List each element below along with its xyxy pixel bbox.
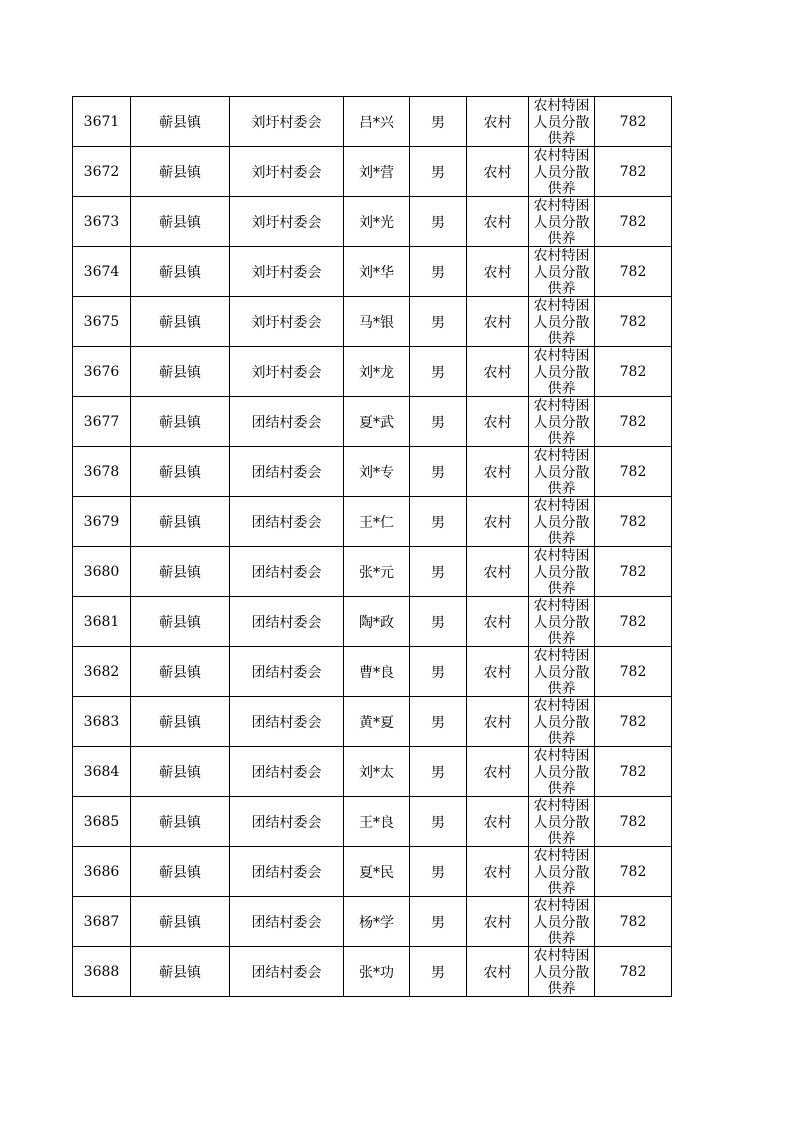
support-category-cell — [529, 797, 595, 847]
amount-cell: 782 — [595, 447, 672, 497]
area-type-cell: 农村 — [467, 197, 529, 247]
village-committee-cell: 刘圩村委会 — [230, 97, 344, 147]
table-row — [73, 597, 672, 647]
beneficiary-table — [72, 96, 672, 997]
amount-cell: 782 — [595, 97, 672, 147]
gender-cell: 男 — [410, 197, 467, 247]
village-committee-cell: 团结村委会 — [230, 697, 344, 747]
serial-number-cell: 3673 — [73, 197, 131, 247]
support-category-text: 农村特困人员分散供养 — [533, 948, 590, 995]
amount-cell: 782 — [595, 947, 672, 997]
gender-cell: 男 — [410, 747, 467, 797]
support-category-cell — [529, 597, 595, 647]
table-row — [73, 197, 672, 247]
gender-cell: 男 — [410, 847, 467, 897]
gender-cell: 男 — [410, 447, 467, 497]
town-cell: 蕲县镇 — [131, 147, 230, 197]
person-name-cell: 刘*华 — [344, 247, 410, 297]
support-category-text: 农村特困人员分散供养 — [533, 348, 590, 395]
area-type-cell: 农村 — [467, 497, 529, 547]
support-category-text: 农村特困人员分散供养 — [533, 698, 590, 745]
support-category-text: 农村特困人员分散供养 — [533, 848, 590, 895]
area-type-cell: 农村 — [467, 747, 529, 797]
village-committee-cell: 刘圩村委会 — [230, 147, 344, 197]
serial-number-cell: 3676 — [73, 347, 131, 397]
area-type-cell: 农村 — [467, 797, 529, 847]
table-row — [73, 297, 672, 347]
area-type-cell: 农村 — [467, 97, 529, 147]
village-committee-cell: 团结村委会 — [230, 797, 344, 847]
support-category-text: 农村特困人员分散供养 — [533, 598, 590, 645]
table-row — [73, 647, 672, 697]
support-category-text: 农村特困人员分散供养 — [533, 448, 590, 495]
amount-cell: 782 — [595, 247, 672, 297]
support-category-text: 农村特困人员分散供养 — [533, 398, 590, 445]
area-type-cell: 农村 — [467, 347, 529, 397]
gender-cell: 男 — [410, 597, 467, 647]
village-committee-cell: 团结村委会 — [230, 497, 344, 547]
serial-number-cell: 3679 — [73, 497, 131, 547]
person-name-cell: 马*银 — [344, 297, 410, 347]
area-type-cell: 农村 — [467, 547, 529, 597]
village-committee-cell: 团结村委会 — [230, 547, 344, 597]
town-cell: 蕲县镇 — [131, 647, 230, 697]
amount-cell: 782 — [595, 897, 672, 947]
area-type-cell: 农村 — [467, 697, 529, 747]
serial-number-cell: 3671 — [73, 97, 131, 147]
gender-cell: 男 — [410, 797, 467, 847]
town-cell: 蕲县镇 — [131, 397, 230, 447]
town-cell: 蕲县镇 — [131, 797, 230, 847]
support-category-cell — [529, 897, 595, 947]
support-category-cell — [529, 697, 595, 747]
serial-number-cell: 3674 — [73, 247, 131, 297]
serial-number-cell: 3683 — [73, 697, 131, 747]
amount-cell: 782 — [595, 697, 672, 747]
area-type-cell: 农村 — [467, 947, 529, 997]
support-category-text: 农村特困人员分散供养 — [533, 648, 590, 695]
support-category-cell — [529, 947, 595, 997]
table-row — [73, 897, 672, 947]
support-category-cell — [529, 347, 595, 397]
area-type-cell: 农村 — [467, 897, 529, 947]
support-category-cell — [529, 297, 595, 347]
town-cell: 蕲县镇 — [131, 247, 230, 297]
table-row — [73, 247, 672, 297]
person-name-cell: 夏*民 — [344, 847, 410, 897]
amount-cell: 782 — [595, 297, 672, 347]
amount-cell: 782 — [595, 747, 672, 797]
village-committee-cell: 团结村委会 — [230, 947, 344, 997]
person-name-cell: 曹*良 — [344, 647, 410, 697]
village-committee-cell: 刘圩村委会 — [230, 297, 344, 347]
gender-cell: 男 — [410, 297, 467, 347]
support-category-cell — [529, 97, 595, 147]
amount-cell: 782 — [595, 597, 672, 647]
village-committee-cell: 刘圩村委会 — [230, 247, 344, 297]
support-category-cell — [529, 247, 595, 297]
support-category-cell — [529, 647, 595, 697]
support-category-text: 农村特困人员分散供养 — [533, 748, 590, 795]
table-row — [73, 147, 672, 197]
area-type-cell: 农村 — [467, 147, 529, 197]
person-name-cell: 刘*营 — [344, 147, 410, 197]
town-cell: 蕲县镇 — [131, 897, 230, 947]
gender-cell: 男 — [410, 247, 467, 297]
support-category-text: 农村特困人员分散供养 — [533, 798, 590, 845]
serial-number-cell: 3677 — [73, 397, 131, 447]
town-cell: 蕲县镇 — [131, 197, 230, 247]
support-category-cell — [529, 397, 595, 447]
serial-number-cell: 3687 — [73, 897, 131, 947]
gender-cell: 男 — [410, 697, 467, 747]
person-name-cell: 黄*夏 — [344, 697, 410, 747]
amount-cell: 782 — [595, 797, 672, 847]
person-name-cell: 张*元 — [344, 547, 410, 597]
support-category-text: 农村特困人员分散供养 — [533, 498, 590, 545]
area-type-cell: 农村 — [467, 247, 529, 297]
gender-cell: 男 — [410, 497, 467, 547]
town-cell: 蕲县镇 — [131, 847, 230, 897]
table-row — [73, 347, 672, 397]
table-row — [73, 747, 672, 797]
town-cell: 蕲县镇 — [131, 697, 230, 747]
support-category-text: 农村特困人员分散供养 — [533, 298, 590, 345]
table-row — [73, 797, 672, 847]
support-category-text: 农村特困人员分散供养 — [533, 898, 590, 945]
person-name-cell: 吕*兴 — [344, 97, 410, 147]
area-type-cell: 农村 — [467, 447, 529, 497]
amount-cell: 782 — [595, 647, 672, 697]
serial-number-cell: 3678 — [73, 447, 131, 497]
amount-cell: 782 — [595, 547, 672, 597]
town-cell: 蕲县镇 — [131, 97, 230, 147]
town-cell: 蕲县镇 — [131, 497, 230, 547]
person-name-cell: 刘*专 — [344, 447, 410, 497]
amount-cell: 782 — [595, 197, 672, 247]
person-name-cell: 刘*龙 — [344, 347, 410, 397]
gender-cell: 男 — [410, 897, 467, 947]
serial-number-cell: 3684 — [73, 747, 131, 797]
person-name-cell: 陶*政 — [344, 597, 410, 647]
person-name-cell: 王*仁 — [344, 497, 410, 547]
village-committee-cell: 团结村委会 — [230, 747, 344, 797]
table-body — [73, 97, 672, 997]
gender-cell: 男 — [410, 347, 467, 397]
town-cell: 蕲县镇 — [131, 747, 230, 797]
serial-number-cell: 3682 — [73, 647, 131, 697]
support-category-cell — [529, 847, 595, 897]
serial-number-cell: 3680 — [73, 547, 131, 597]
amount-cell: 782 — [595, 847, 672, 897]
serial-number-cell: 3688 — [73, 947, 131, 997]
table-row — [73, 397, 672, 447]
serial-number-cell: 3681 — [73, 597, 131, 647]
area-type-cell: 农村 — [467, 297, 529, 347]
support-category-text: 农村特困人员分散供养 — [533, 248, 590, 295]
support-category-text: 农村特困人员分散供养 — [533, 548, 590, 595]
person-name-cell: 夏*武 — [344, 397, 410, 447]
town-cell: 蕲县镇 — [131, 597, 230, 647]
support-category-cell — [529, 447, 595, 497]
area-type-cell: 农村 — [467, 647, 529, 697]
table-row — [73, 547, 672, 597]
area-type-cell: 农村 — [467, 597, 529, 647]
support-category-cell — [529, 197, 595, 247]
village-committee-cell: 团结村委会 — [230, 897, 344, 947]
support-category-cell — [529, 547, 595, 597]
town-cell: 蕲县镇 — [131, 947, 230, 997]
support-category-cell — [529, 747, 595, 797]
support-category-cell — [529, 497, 595, 547]
amount-cell: 782 — [595, 397, 672, 447]
table-row — [73, 447, 672, 497]
person-name-cell: 杨*学 — [344, 897, 410, 947]
gender-cell: 男 — [410, 147, 467, 197]
village-committee-cell: 团结村委会 — [230, 447, 344, 497]
table-row — [73, 697, 672, 747]
serial-number-cell: 3672 — [73, 147, 131, 197]
table-row — [73, 497, 672, 547]
village-committee-cell: 团结村委会 — [230, 397, 344, 447]
support-category-text: 农村特困人员分散供养 — [533, 148, 590, 195]
support-category-cell — [529, 147, 595, 197]
village-committee-cell: 团结村委会 — [230, 647, 344, 697]
serial-number-cell: 3685 — [73, 797, 131, 847]
amount-cell: 782 — [595, 497, 672, 547]
support-category-text: 农村特困人员分散供养 — [533, 198, 590, 245]
amount-cell: 782 — [595, 147, 672, 197]
village-committee-cell: 刘圩村委会 — [230, 197, 344, 247]
gender-cell: 男 — [410, 947, 467, 997]
person-name-cell: 张*功 — [344, 947, 410, 997]
gender-cell: 男 — [410, 397, 467, 447]
person-name-cell: 王*良 — [344, 797, 410, 847]
gender-cell: 男 — [410, 547, 467, 597]
town-cell: 蕲县镇 — [131, 347, 230, 397]
area-type-cell: 农村 — [467, 847, 529, 897]
town-cell: 蕲县镇 — [131, 547, 230, 597]
table-row — [73, 947, 672, 997]
person-name-cell: 刘*光 — [344, 197, 410, 247]
table-row — [73, 97, 672, 147]
area-type-cell: 农村 — [467, 397, 529, 447]
person-name-cell: 刘*太 — [344, 747, 410, 797]
serial-number-cell: 3675 — [73, 297, 131, 347]
town-cell: 蕲县镇 — [131, 297, 230, 347]
gender-cell: 男 — [410, 97, 467, 147]
serial-number-cell: 3686 — [73, 847, 131, 897]
gender-cell: 男 — [410, 647, 467, 697]
village-committee-cell: 团结村委会 — [230, 847, 344, 897]
village-committee-cell: 刘圩村委会 — [230, 347, 344, 397]
village-committee-cell: 团结村委会 — [230, 597, 344, 647]
support-category-text: 农村特困人员分散供养 — [533, 98, 590, 145]
amount-cell: 782 — [595, 347, 672, 397]
town-cell: 蕲县镇 — [131, 447, 230, 497]
table-row — [73, 847, 672, 897]
